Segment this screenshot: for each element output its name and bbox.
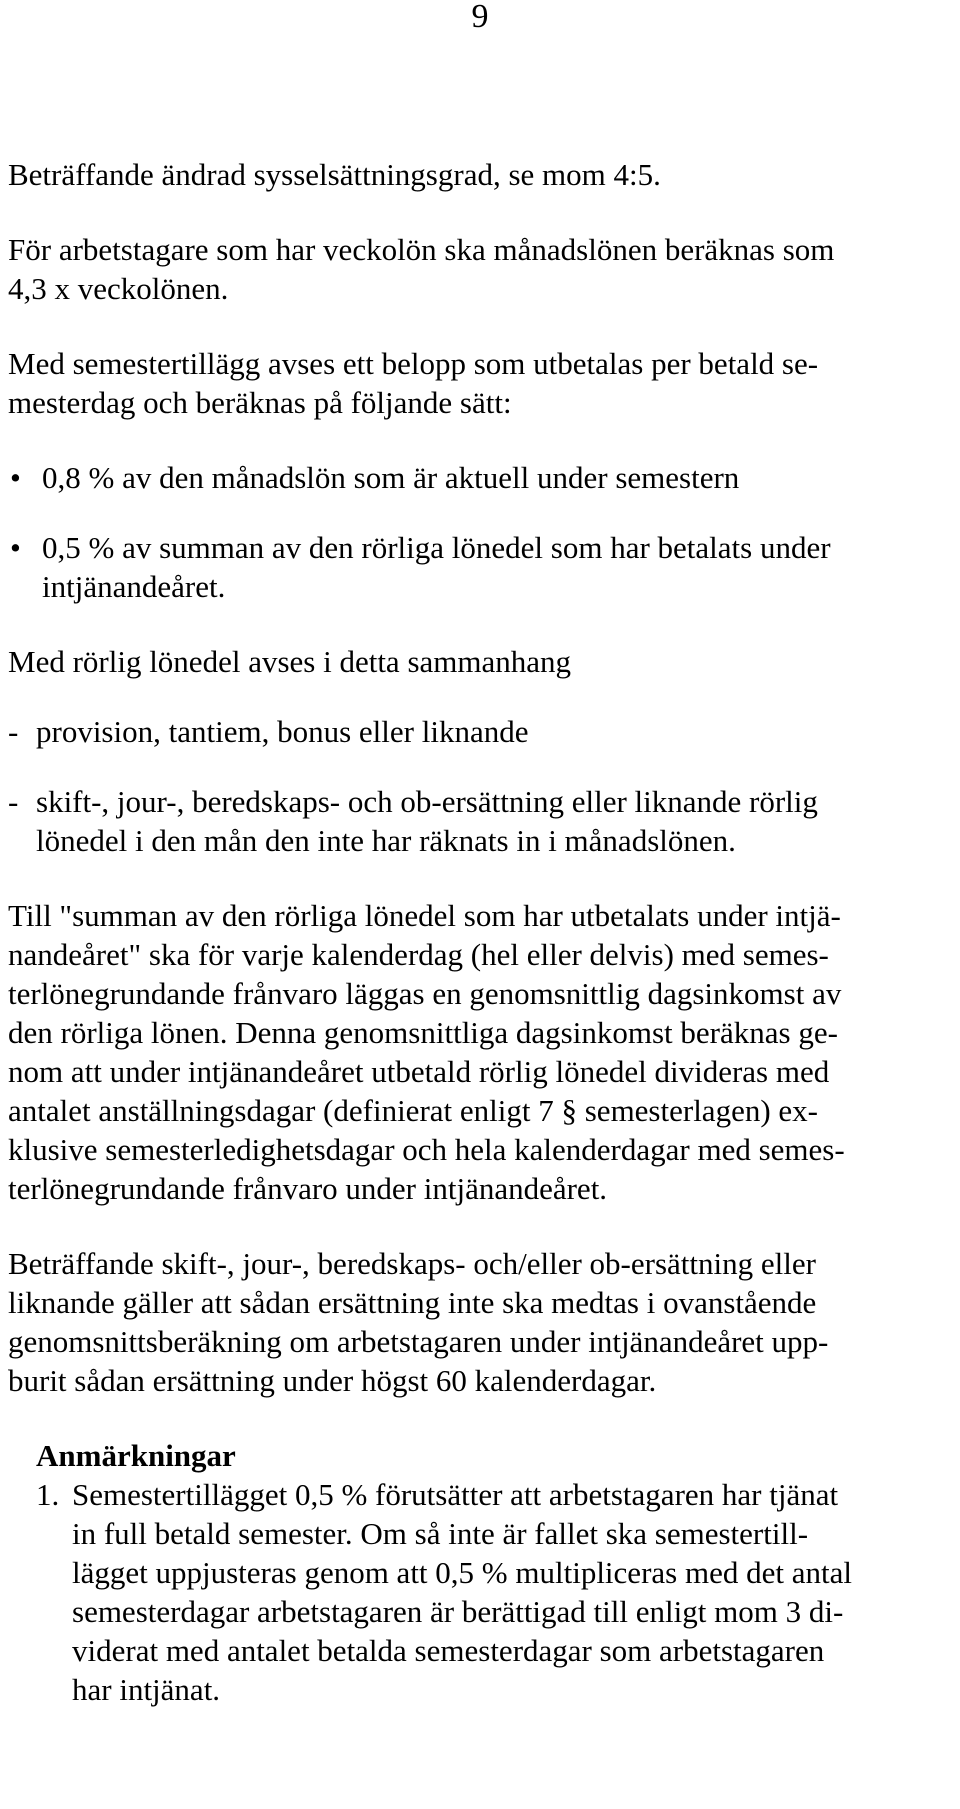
text-line: antalet anställningsdagar (definierat enligt 7 § semesterlagen) ex- bbox=[8, 1093, 818, 1128]
dash-list-item bbox=[8, 782, 953, 860]
paragraph-variable-pay-sum bbox=[8, 896, 953, 1208]
dash-list-item bbox=[8, 712, 953, 751]
text-line: den rörliga lönen. Denna genomsnittliga dagsinkomst beräknas ge- bbox=[8, 1015, 838, 1050]
text-line: lönedel i den mån den inte har räknats in i månadslönen. bbox=[36, 823, 736, 858]
text-line: genomsnittsberäkning om arbetstagaren under intjänandeåret upp- bbox=[8, 1324, 829, 1359]
text-line: lägget uppjusteras genom att 0,5 % multipliceras med det antal bbox=[72, 1555, 852, 1590]
text-line: Semestertillägget 0,5 % förutsätter att arbetstagaren har tjänat bbox=[72, 1477, 839, 1512]
paragraph-shift-compensation bbox=[8, 1244, 953, 1400]
text-line: terlönegrundande frånvaro under intjänandeåret. bbox=[8, 1171, 608, 1206]
text-line: in full betald semester. Om så inte är fallet ska semestertill- bbox=[72, 1516, 809, 1551]
text-line: liknande gäller att sådan ersättning inte ska medtas i ovanstående bbox=[8, 1285, 817, 1320]
text-line: provision, tantiem, bonus eller liknande bbox=[36, 714, 529, 749]
text-line: 0,8 % av den månadslön som är aktuell under semestern bbox=[42, 460, 740, 495]
dash-marker: - bbox=[8, 714, 19, 749]
page-content bbox=[8, 155, 953, 1709]
text-line: För arbetstagare som har veckolön ska månadslönen beräknas som bbox=[8, 232, 835, 267]
text-line: semesterdagar arbetstagaren är berättigad till enligt mom 3 di- bbox=[72, 1594, 844, 1629]
page-number: 9 bbox=[471, 0, 489, 35]
paragraph-variable-pay bbox=[8, 642, 953, 681]
note-item bbox=[8, 1475, 953, 1709]
text-line: nom att under intjänandeåret utbetald rörlig lönedel divideras med bbox=[8, 1054, 830, 1089]
bullet-item bbox=[8, 528, 953, 606]
text-line: Till "summan av den rörliga lönedel som har utbetalats under intjä- bbox=[8, 898, 841, 933]
text-line: Beträffande ändrad sysselsättningsgrad, se mom 4:5. bbox=[8, 157, 661, 192]
bullet-icon: • bbox=[10, 460, 21, 495]
dash-marker: - bbox=[8, 784, 19, 819]
text-line: viderat med antalet betalda semesterdagar som arbetstagaren bbox=[72, 1633, 825, 1668]
bullet-icon: • bbox=[10, 530, 21, 565]
text-line: 0,5 % av summan av den rörliga lönedel som har betalats under bbox=[42, 530, 831, 565]
text-line: 4,3 x veckolönen. bbox=[8, 271, 229, 306]
text-line: terlönegrundande frånvaro läggas en genomsnittlig dagsinkomst av bbox=[8, 976, 842, 1011]
paragraph-vacation-supplement bbox=[8, 344, 953, 422]
text-line: klusive semesterledighetsdagar och hela kalenderdagar med semes- bbox=[8, 1132, 845, 1167]
notes-heading: Anmärkningar bbox=[36, 1438, 236, 1473]
text-line: intjänandeåret. bbox=[42, 569, 226, 604]
bullet-item bbox=[8, 458, 953, 497]
text-line: burit sådan ersättning under högst 60 kalenderdagar. bbox=[8, 1363, 657, 1398]
text-line: Beträffande skift-, jour-, beredskaps- och/eller ob-ersättning eller bbox=[8, 1246, 816, 1281]
text-line: nandeåret" ska för varje kalenderdag (hel eller delvis) med semes- bbox=[8, 937, 829, 972]
text-line: mesterdag och beräknas på följande sätt: bbox=[8, 385, 512, 420]
text-line: har intjänat. bbox=[72, 1672, 221, 1707]
paragraph-occupation-rate bbox=[8, 155, 953, 194]
paragraph-weekly-wage bbox=[8, 230, 953, 308]
text-line: Med semestertillägg avses ett belopp som utbetalas per betald se- bbox=[8, 346, 819, 381]
note-number: 1. bbox=[36, 1477, 60, 1512]
text-line: Med rörlig lönedel avses i detta sammanhang bbox=[8, 644, 572, 679]
text-line: skift-, jour-, beredskaps- och ob-ersättning eller liknande rörlig bbox=[36, 784, 818, 819]
